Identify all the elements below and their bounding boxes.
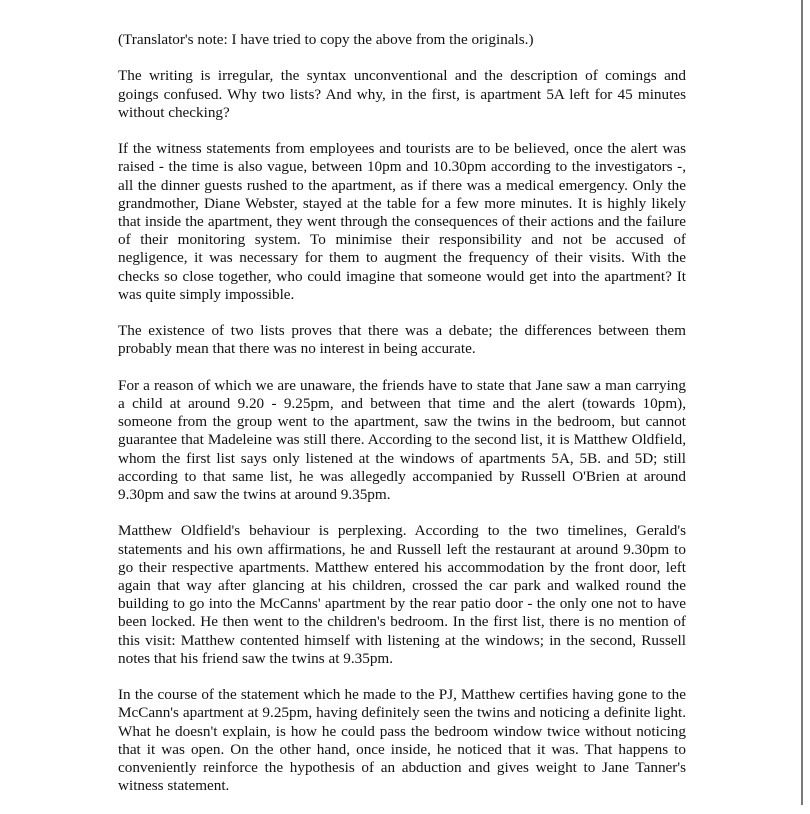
page-right-border	[801, 0, 803, 805]
writing-irregular-paragraph: The writing is irregular, the syntax unconventional and the description of comings and goings confused. Why two lists? And why, in the first, is apartment 5A left for 45 minutes without checking?	[118, 67, 686, 121]
matthew-behaviour-paragraph: Matthew Oldfield's behaviour is perplexing. According to the two timelines, Gerald's statements and his own affirmations, he and Russell left the restaurant at around 9.30pm to go their respective apartments. Matthew entered his accommodation by the front door, left again that way after glancing at his children, crossed the car park and walked round the building to go into the McCanns' apartment by the rear patio door - the only one not to have been locked. He then went to the children's bedroom. In the first list, there is no mention of this visit: Matthew contented himself with listening at the windows; in the second, Russell notes that his friend saw the twins at 9.35pm.	[118, 522, 686, 667]
witness-statements-paragraph: If the witness statements from employees and tourists are to be believed, once the alert was raised - the time is also vague, between 10pm and 10.30pm according to the investigators -, all the dinner guests rushed to the apartment, as if there was a medical emergency. Only the grandmother, Diane Webster, stayed at the table for a few more minutes. It is highly likely that inside the apartment, they went through the consequences of their actions and the failure of their monitoring system. To minimise their responsibility and not be accused of negligence, it was necessary for them to augment the frequency of their visits. With the checks so close together, who could imagine that someone would get into the apartment? It was quite simply impossible.	[118, 140, 686, 303]
document-body	[118, 31, 686, 814]
jane-saw-man-paragraph: For a reason of which we are unaware, the friends have to state that Jane saw a man carrying a child at around 9.20 - 9.25pm, and between that time and the alert (towards 10pm), someone from the group went to the apartment, saw the twins in the bedroom, but cannot guarantee that Madeleine was still there. According to the second list, it is Matthew Oldfield, whom the first list says only listened at the windows of apartments 5A, 5B. and 5D; still according to that same list, he was allegedly accompanied by Russell O'Brien at around 9.30pm and saw the twins at around 9.35pm.	[118, 376, 686, 504]
two-lists-paragraph: The existence of two lists proves that there was a debate; the differences between them probably mean that there was no interest in being accurate.	[118, 322, 686, 358]
pj-statement-paragraph: In the course of the statement which he made to the PJ, Matthew certifies having gone to the McCann's apartment at 9.25pm, having definitely seen the twins and noticing a definite light. What he doesn't explain, is how he could pass the bedroom window twice without noticing that it was open. On the other hand, once inside, he noticed that it was. That happens to conveniently reinforce the hypothesis of an abduction and gives weight to Jane Tanner's witness statement.	[118, 686, 686, 795]
translator-note-paragraph: (Translator's note: I have tried to copy the above from the originals.)	[118, 31, 534, 48]
